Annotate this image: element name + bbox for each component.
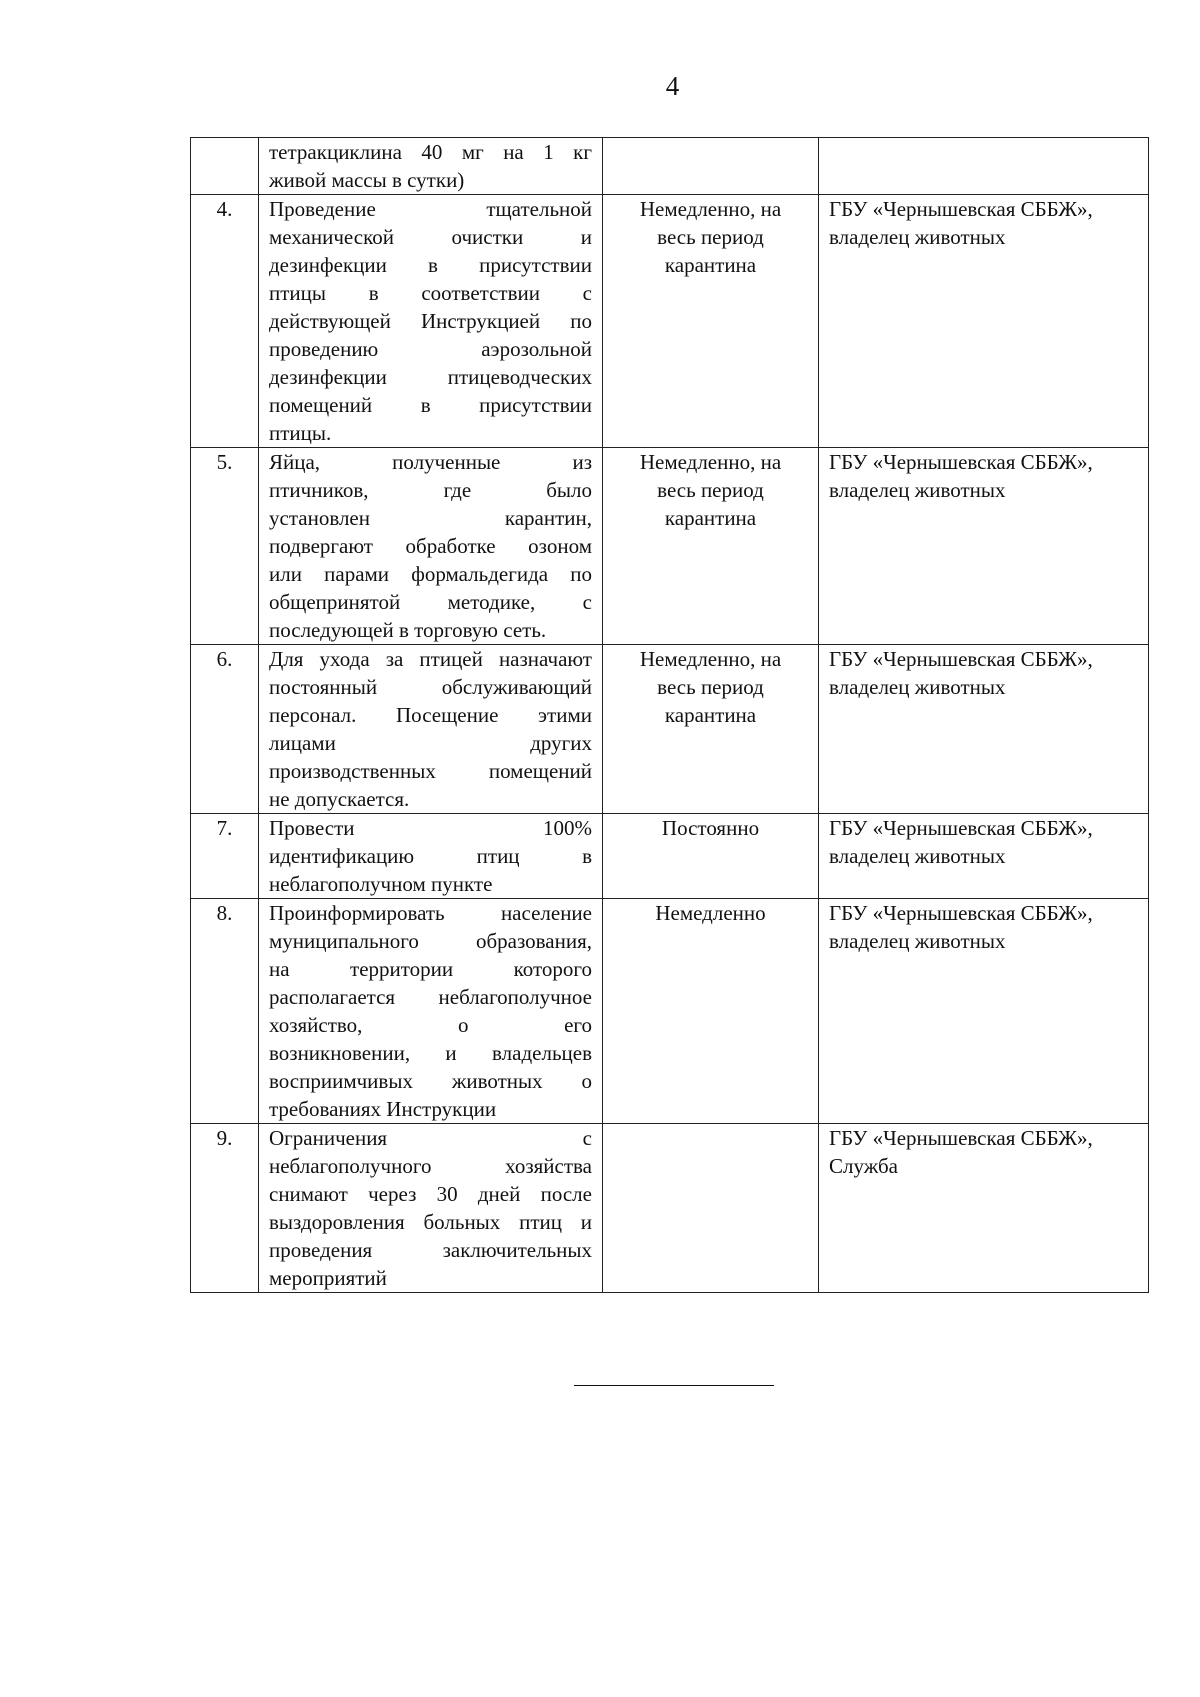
responsible-line: владелец животных (829, 929, 1006, 953)
responsible-cell (819, 195, 1149, 448)
deadline-line: весь период (657, 478, 764, 502)
deadline-line: карантина (664, 253, 757, 277)
measures-table (190, 137, 1149, 1293)
measure-description-line: проведению аэрозольной (269, 337, 592, 361)
responsible-line: владелец животных (829, 225, 1006, 249)
table-row (191, 1124, 1149, 1293)
deadline-cell (603, 899, 819, 1124)
measure-description-line: Проинформировать население (269, 901, 592, 925)
responsible-line: ГБУ «Чернышевская СББЖ», (829, 450, 1093, 474)
responsible-line: ГБУ «Чернышевская СББЖ», (829, 647, 1093, 671)
deadline-cell (603, 645, 819, 814)
measure-description-line: Проведение тщательной (269, 197, 592, 221)
responsible-line: ГБУ «Чернышевская СББЖ», (829, 816, 1093, 840)
closing-rule (574, 1385, 774, 1386)
measure-description-line: производственных помещений (269, 759, 592, 783)
deadline-line: весь период (657, 225, 764, 249)
measure-description-cell (259, 138, 603, 195)
measure-description-line: на территории которого (269, 957, 592, 981)
measure-description-cell (259, 814, 603, 899)
deadline-cell (603, 1124, 819, 1293)
responsible-line: Служба (829, 1154, 898, 1178)
row-number: 8. (216, 901, 233, 925)
measure-description-line: дезинфекции птицеводческих (269, 365, 592, 389)
table-row (191, 899, 1149, 1124)
measure-description-cell (259, 195, 603, 448)
responsible-cell (819, 645, 1149, 814)
responsible-line: ГБУ «Чернышевская СББЖ», (829, 901, 1093, 925)
measure-description-line: Ограничения с (269, 1126, 592, 1150)
measure-description-line: механической очистки и (269, 225, 592, 249)
measure-description-cell (259, 448, 603, 645)
row-number-cell (191, 195, 259, 448)
deadline-line: Немедленно (655, 901, 766, 925)
measure-description-line: выздоровления больных птиц и (269, 1210, 592, 1234)
measure-description-line: неблагополучного хозяйства (269, 1154, 592, 1178)
measure-description-line: Провести 100% (269, 816, 592, 840)
measure-description-line: лицами других (269, 731, 592, 755)
deadline-cell (603, 814, 819, 899)
responsible-cell (819, 138, 1149, 195)
measure-description-line: тетракциклина 40 мг на 1 кг (269, 140, 592, 164)
deadline-line: Немедленно, на (639, 197, 782, 221)
row-number-cell (191, 814, 259, 899)
measure-description-line: или парами формальдегида по (269, 562, 592, 586)
responsible-cell (819, 1124, 1149, 1293)
deadline-line: весь период (657, 675, 764, 699)
responsible-line: ГБУ «Чернышевская СББЖ», (829, 197, 1093, 221)
responsible-cell (819, 814, 1149, 899)
page-number: 4 (665, 71, 680, 101)
measure-description-cell (259, 899, 603, 1124)
row-number: 9. (216, 1126, 233, 1150)
measure-description-line: хозяйство, о его (269, 1013, 592, 1037)
deadline-line: карантина (664, 703, 757, 727)
responsible-line: ГБУ «Чернышевская СББЖ», (829, 1126, 1093, 1150)
table-row (191, 138, 1149, 195)
table-body (191, 138, 1149, 1293)
deadline-cell (603, 448, 819, 645)
measure-description-line: возникновении, и владельцев (269, 1041, 592, 1065)
responsible-line: владелец животных (829, 478, 1006, 502)
deadline-line: карантина (664, 506, 757, 530)
measure-description-line: восприимчивых животных о (269, 1069, 592, 1093)
measure-description-line: помещений в присутствии (269, 393, 592, 417)
measure-description-line: муниципального образования, (269, 929, 592, 953)
deadline-cell (603, 195, 819, 448)
measure-description-line: Для ухода за птицей назначают (269, 647, 592, 671)
table-row (191, 814, 1149, 899)
measure-description-line: мероприятий (269, 1266, 387, 1290)
measure-description-line: постоянный обслуживающий (269, 675, 592, 699)
measure-description-line: Яйца, полученные из (269, 450, 592, 474)
responsible-cell (819, 448, 1149, 645)
deadline-cell (603, 138, 819, 195)
responsible-line: владелец животных (829, 675, 1006, 699)
measure-description-line: действующей Инструкцией по (269, 309, 592, 333)
responsible-line: владелец животных (829, 844, 1006, 868)
table-row (191, 645, 1149, 814)
measure-description-line: не допускается. (269, 787, 410, 811)
row-number-cell (191, 1124, 259, 1293)
row-number-cell (191, 448, 259, 645)
measure-description-line: подвергают обработке озоном (269, 534, 592, 558)
measure-description-line: птичников, где было (269, 478, 592, 502)
measure-description-cell (259, 645, 603, 814)
measure-description-line: установлен карантин, (269, 506, 592, 530)
measure-description-line: проведения заключительных (269, 1238, 592, 1262)
row-number: 7. (216, 816, 233, 840)
measure-description-cell (259, 1124, 603, 1293)
row-number: 6. (216, 647, 233, 671)
row-number-cell (191, 899, 259, 1124)
measure-description-line: дезинфекции в присутствии (269, 253, 592, 277)
table-row (191, 448, 1149, 645)
row-number-cell (191, 645, 259, 814)
table-row (191, 195, 1149, 448)
measure-description-line: последующей в торговую сеть. (269, 618, 547, 642)
measure-description-line: снимают через 30 дней после (269, 1182, 592, 1206)
row-number: 5. (216, 450, 233, 474)
measure-description-line: идентификацию птиц в (269, 844, 592, 868)
responsible-cell (819, 899, 1149, 1124)
measure-description-line: неблагополучном пункте (269, 872, 493, 896)
measure-description-line: живой массы в сутки) (269, 168, 465, 192)
measure-description-line: требованиях Инструкции (269, 1097, 497, 1121)
deadline-line: Постоянно (661, 816, 760, 840)
deadline-line: Немедленно, на (639, 450, 782, 474)
measure-description-line: располагается неблагополучное (269, 985, 592, 1009)
measure-description-line: персонал. Посещение этими (269, 703, 592, 727)
measure-description-line: птицы. (269, 421, 332, 445)
deadline-line: Немедленно, на (639, 647, 782, 671)
row-number-cell (191, 138, 259, 195)
measure-description-line: общепринятой методике, с (269, 590, 592, 614)
row-number: 4. (216, 197, 233, 221)
measure-description-line: птицы в соответствии с (269, 281, 592, 305)
